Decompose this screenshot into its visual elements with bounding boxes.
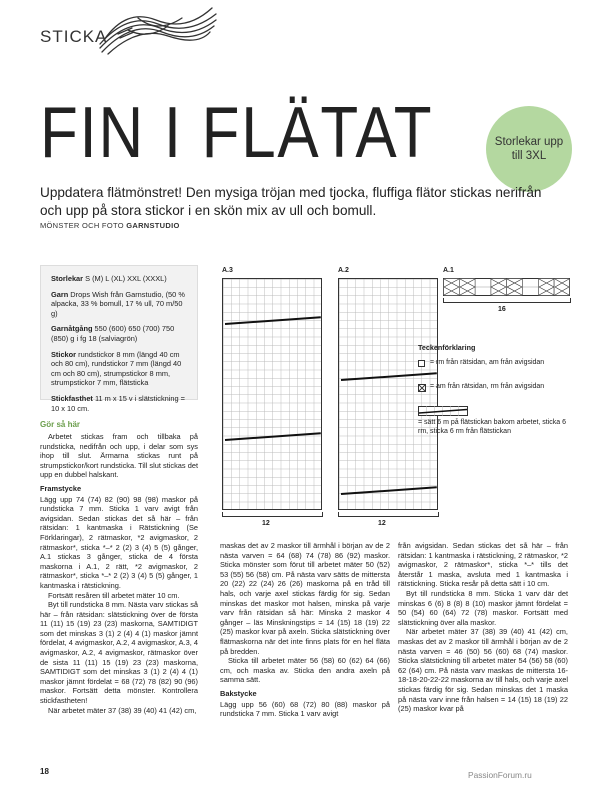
intro-text: Uppdatera flätmönstret! Den mysiga tröjan med tjocka, fluffiga flätor stickas nerifrån och upp på stora stickor i en skön mix av ull och bomull. bbox=[40, 185, 542, 218]
size-badge bbox=[486, 106, 572, 192]
garnatgang-label: Garnåtgång bbox=[51, 324, 93, 334]
stickfasthet-value: 11 m x 15 v i slätstickning = 10 x 10 cm. bbox=[51, 393, 185, 413]
cable-cross-line bbox=[341, 372, 437, 380]
chart-a2-dimension bbox=[338, 512, 439, 517]
paragraph: Sticka till arbetet mäter 56 (58) 60 (62) 64 (66) cm, och maska av. Sticka den andra axeln på samma sätt. bbox=[220, 656, 390, 685]
page-title: FIN I FLÄTAT bbox=[40, 93, 434, 173]
legend-item-purl: = am från rätsidan, rm från avigsidan bbox=[430, 383, 545, 390]
bakstycke-heading: Bakstycke bbox=[220, 688, 257, 698]
garnatgang-value: 550 (600) 650 (700) 750 (850) g i fg 18 (salviagrön) bbox=[51, 324, 175, 343]
cable-symbol-icon bbox=[418, 406, 468, 416]
chart-a3-dimension bbox=[222, 512, 323, 517]
storlekar-value: S (M) L (XL) XXL (XXXL) bbox=[83, 274, 167, 283]
chart-a2-width: 12 bbox=[378, 520, 386, 527]
text-column-3 bbox=[398, 541, 568, 714]
paragraph: Byt till rundsticka 8 mm. Nästa varv stickas så här – från rätsidan: slätstickning över de första 11 (11) 15 (19) 23 (23) maskorna, SAMTIDIGT som det minskas 3 (1) 2 (4) 4 (1) maskor jämnt fördelat, 4 avigmaskor, A.2, 4 avigmaskor, A.3, 4 avigmaskor, A.2, 4 avigmaskor, rätmaskor över de sista 11 (11) 15 (19) 23 (23) maskorna, SAMTIDIGT som det minskas 3 (1) 2 (4) 4 (1) maskor jämnt fördelat = 68 (72) 78 (82) 90 (96) maskor. Fortsätt detta mönster. Kontrollera stickfastheten! bbox=[40, 600, 198, 706]
paragraph: Byt till rundsticka 8 mm. Sticka 1 varv där det minskas 6 (6) 8 (8) 8 (10) maskor jämnt fördelat = 50 (54) 60 (64) 72 (78) maskor. Fortsätt med slätstickning över alla maskor. bbox=[398, 588, 568, 627]
chart-a3-width: 12 bbox=[262, 520, 270, 527]
chart-a1-grid bbox=[443, 278, 570, 296]
garn-label: Garn bbox=[51, 289, 69, 299]
chart-a1-width: 16 bbox=[498, 306, 506, 313]
section-tag: STICKA bbox=[40, 27, 108, 46]
stickor-value: rundstickor 8 mm (längd 40 cm och 80 cm), rundstickor 7 mm (längd 40 cm och 80 cm), strumpstickor 8 mm, strumpstickor 7 mm, flätsticka bbox=[51, 349, 182, 388]
paragraph: maskas det av 2 maskor till ärmhål i början av de 2 nästa varven = 64 (68) 74 (78) 86 (92) maskor. Sticka mönster som förut till arbetet mäter 50 (52) 53 (55) 56 (58) cm. På nästa varv sätts de mittersta 20 (22) 22 (24) 26 (26) maskorna på en tråd till hals, och varje axel stickas färdig för sig. Sedan minskas det maskor mot halsen, minska på varje varv från rätsidan så här: Minska 2 maskor 4 gånger – läs Minskningstips = 14 (15) 18 (19) 22 (25) maskor kvar på axeln. Sticka slätstickning över flätmaskorna när det inte finns plats för en hel fläta på bredden. bbox=[220, 541, 390, 656]
stickfasthet-label: Stickfasthet bbox=[51, 393, 93, 403]
legend-title: Teckenförklaring bbox=[418, 343, 476, 352]
paragraph: Lägg upp 74 (74) 82 (90) 98 (98) maskor på rundsticka 7 mm. Sticka 1 varv avigt från avigsidan. Sedan stickas det så här – från rätsidan: 1 kantmaska i Rätstickning (Se Förklaringar), 2 rätmaskor, *2 avigmaskor, 2 rätmaskor*, sticka *–* 2 (2) 3 (4) 5 (5) gånger, A.1 stickas 3 gånger, sticka de 4 första maskorna i A.1, 2 rätt, *2 avigmaskor, 2 rätmaskor*, sticka *–* 2 (2) 3 (4) 5 (5) gånger, 1 kantmaska i rätstickning. bbox=[40, 494, 198, 590]
yarn-skein-icon bbox=[98, 4, 218, 56]
cable-cross-line bbox=[225, 432, 321, 440]
knit-stitch-symbol-icon bbox=[418, 360, 425, 367]
garn-value: Drops Wish från Garnstudio, (50 % alpacka, 33 % bomull, 17 % ull, 70 m/50 g) bbox=[51, 289, 185, 318]
purl-stitch-symbol-icon bbox=[418, 384, 426, 392]
chart-a3-grid bbox=[222, 278, 322, 510]
chart-a2-label: A.2 bbox=[338, 267, 349, 274]
stickor-label: Stickor bbox=[51, 349, 77, 359]
legend-item-knit: = rm från rätsidan, am från avigsidan bbox=[430, 359, 545, 366]
chart-a1-dimension bbox=[443, 298, 571, 303]
credit-prefix: MÖNSTER OCH FOTO bbox=[40, 221, 127, 230]
storlekar-label: Storlekar bbox=[51, 274, 84, 283]
cable-cross-line bbox=[341, 486, 437, 494]
framstycke-heading: Framstycke bbox=[40, 483, 82, 493]
chart-a1-label: A.1 bbox=[443, 267, 454, 274]
paragraph: Arbetet stickas fram och tillbaka på rundsticka, nedifrån och upp, i delar som sys ihop till slut. Ärmarna stickas runt på strumpstickor/kort rundsticka. Till slut stickas det upp en dubbel halskant. bbox=[40, 432, 198, 480]
cable-cross-line bbox=[225, 316, 321, 324]
text-column-1 bbox=[40, 432, 198, 715]
credit-line bbox=[40, 221, 180, 230]
pattern-info-box bbox=[40, 265, 198, 413]
paragraph: När arbetet mäter 37 (38) 39 (40) 41 (42) cm, bbox=[48, 705, 197, 715]
paragraph: När arbetet mäter 37 (38) 39 (40) 41 (42) cm, maskas det av 2 maskor till ärmhål i början av de 2 nästa varven = 46 (50) 56 (60) 68 (74) maskor. Sticka slätstickning till arbetet mäter 54 (56) 58 (60) 62 (64) cm. På nästa varv maskas de mittersta 16-18-18-20-22-22 maskorna av till hals, och varje axel stickas färdig för sig. Sedan minskas det 1 maska på nästa varv inne från halsen = 14 (15) 18 (19) 22 (25) maskor kvar på bbox=[398, 627, 568, 714]
size-badge-text: Storlekar upp till 3XL bbox=[494, 136, 564, 162]
legend-item-cable: = sätt 6 m på flätstickan bakom arbetet, sticka 6 rm, sticka 6 rm från flätstickan bbox=[418, 419, 567, 435]
section-heading-gor-sa-har: Gör så här bbox=[40, 420, 81, 429]
chart-a2-grid bbox=[338, 278, 438, 510]
paragraph: från avigsidan. Sedan stickas det så här – från rätsidan: 1 kantmaska i rätstickning, 2 rätmaskor, *2 avigmaskor, 2 rätmaskor*, sticka *–* tills det återstår 1 maska, avsluta med 1 kantmaska i rätstickning. Sticka resår på detta sätt i 10 cm. bbox=[398, 541, 568, 589]
chart-a3-label: A.3 bbox=[222, 267, 233, 274]
text-column-2 bbox=[220, 541, 390, 719]
watermark: PassionForum.ru bbox=[468, 770, 532, 780]
paragraph: Fortsätt resåren till arbetet mäter 10 cm. bbox=[48, 590, 180, 600]
page-number: 18 bbox=[40, 767, 49, 776]
paragraph: Lägg upp 56 (60) 68 (72) 80 (88) maskor på rundsticka 7 mm. Sticka 1 varv avigt bbox=[220, 699, 390, 719]
credit-name: GARNSTUDIO bbox=[126, 221, 180, 230]
